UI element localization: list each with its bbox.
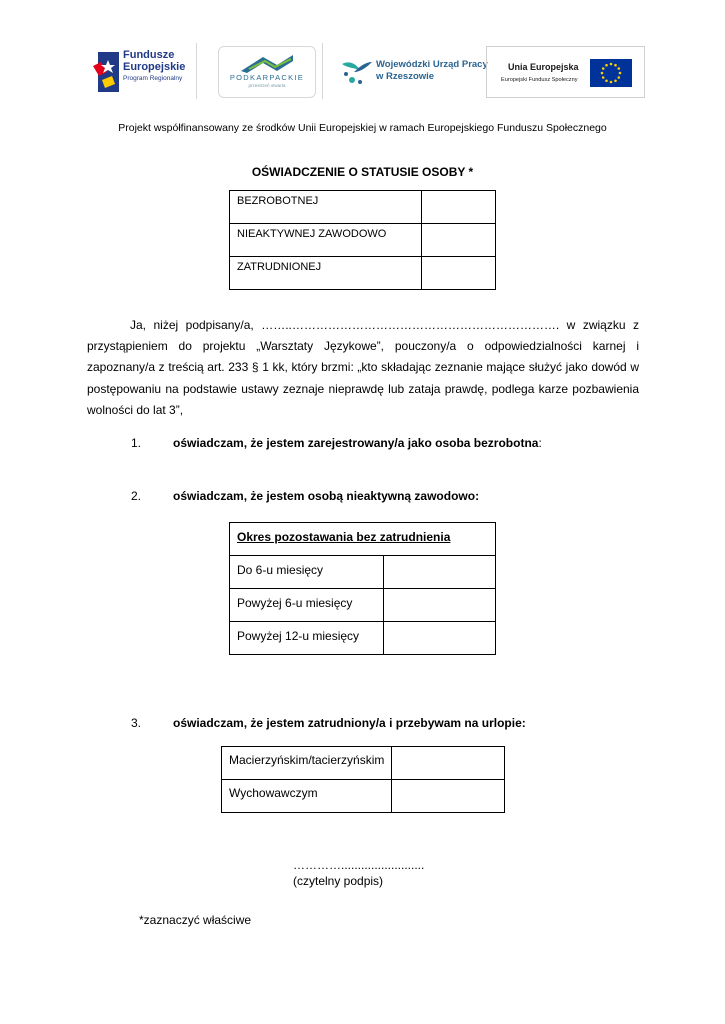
status-option-label: ZATRUDNIONEJ xyxy=(230,257,422,290)
leave-type-table xyxy=(221,746,505,813)
eu-logo-line2: Europejski Fundusz Społeczny xyxy=(501,77,578,83)
eu-flag-icon xyxy=(590,59,632,87)
period-option-label: Do 6-u miesięcy xyxy=(230,556,384,589)
declaration-text: Ja, niżej podpisany/a, ……..…………………………………………………………. w związku z przystąpieniem do projektu „Warsztaty Językowe”, pouczony/a o odpowiedzialności karnej i zapoznany/a z treścią art. 233 § 1 kk, który brzmi: „kto składając zeznanie mające służyć jako dowód w postępowaniu na podstawie ustawy zeznaje nieprawdę lub zataja prawdę, podlega karze pozbawienia wolności do lat 3”, xyxy=(87,318,639,417)
unemployment-period-table xyxy=(229,522,496,655)
period-checkbox-cell[interactable] xyxy=(384,622,496,655)
status-option-label: BEZROBOTNEJ xyxy=(230,191,422,224)
status-checkbox-cell[interactable] xyxy=(422,224,496,257)
signature-line[interactable]: …………......................... xyxy=(293,858,425,872)
podkarpackie-wave-icon xyxy=(239,53,295,73)
period-table-header: Okres pozostawania bez zatrudnienia xyxy=(230,523,496,556)
fe-logo-line1: Fundusze xyxy=(123,49,175,61)
logo-divider xyxy=(322,43,323,99)
status-checkbox-cell[interactable] xyxy=(422,191,496,224)
table-row xyxy=(222,747,505,780)
leave-option-label: Wychowawczym xyxy=(222,780,392,813)
signature-label: (czytelny podpis) xyxy=(293,874,384,888)
podkarpackie-tagline: przestrzeń otwarta xyxy=(248,83,286,88)
podkarpackie-logo xyxy=(218,46,316,98)
wup-logo-line1: Wojewódzki Urząd Pracy xyxy=(376,59,488,70)
statement-text-bold: oświadczam, że jestem zarejestrowany/a jako osoba bezrobotna xyxy=(173,436,539,450)
table-row xyxy=(230,191,496,224)
document-title: OŚWIADCZENIE O STATUSIE OSOBY * xyxy=(251,165,474,179)
period-option-label: Powyżej 12-u miesięcy xyxy=(230,622,384,655)
statement-text: oświadczam, że jestem zatrudniony/a i przebywam na urlopie: xyxy=(173,716,526,730)
wup-rzeszow-logo xyxy=(340,54,488,88)
statement-text: oświadczam, że jestem osobą nieaktywną zawodowo: xyxy=(173,489,480,503)
wup-bird-icon xyxy=(340,56,374,86)
podkarpackie-name: PODKARPACKIE xyxy=(229,73,305,82)
leave-checkbox-cell[interactable] xyxy=(392,747,505,780)
footnote: *zaznaczyć właściwe xyxy=(139,913,252,927)
unia-europejska-logo xyxy=(486,46,645,98)
status-option-label: NIEAKTYWNEJ ZAWODOWO xyxy=(230,224,422,257)
leave-checkbox-cell[interactable] xyxy=(392,780,505,813)
eu-stars-icon xyxy=(590,59,632,87)
table-row xyxy=(230,523,496,556)
fe-logo-line3: Program Regionalny xyxy=(123,75,183,82)
statement-number: 3. xyxy=(131,716,142,730)
eu-logo-line1: Unia Europejska xyxy=(508,62,579,72)
status-checkbox-cell[interactable] xyxy=(422,257,496,290)
fe-logo-line2: Europejskie xyxy=(123,61,186,73)
leave-option-label: Macierzyńskim/tacierzyńskim xyxy=(222,747,392,780)
wup-logo-line2: w Rzeszowie xyxy=(376,71,435,82)
table-row xyxy=(230,556,496,589)
table-row xyxy=(230,622,496,655)
statement-suffix: : xyxy=(538,436,542,450)
fundusze-europejskie-logo xyxy=(93,48,193,96)
table-row xyxy=(230,589,496,622)
status-table xyxy=(229,190,496,290)
logo-divider xyxy=(196,43,197,99)
cofinancing-note: Projekt współfinansowany ze środków Unii Europejskiej w ramach Europejskiego Funduszu Społecznego xyxy=(118,122,607,134)
period-option-label: Powyżej 6-u miesięcy xyxy=(230,589,384,622)
declaration-paragraph xyxy=(87,315,639,421)
period-checkbox-cell[interactable] xyxy=(384,556,496,589)
table-row xyxy=(230,257,496,290)
statement-number: 1. xyxy=(131,436,142,450)
statement-number: 2. xyxy=(131,489,142,503)
fe-star-icon xyxy=(93,52,119,92)
statement-text xyxy=(173,436,542,450)
table-row xyxy=(230,224,496,257)
table-row xyxy=(222,780,505,813)
period-checkbox-cell[interactable] xyxy=(384,589,496,622)
